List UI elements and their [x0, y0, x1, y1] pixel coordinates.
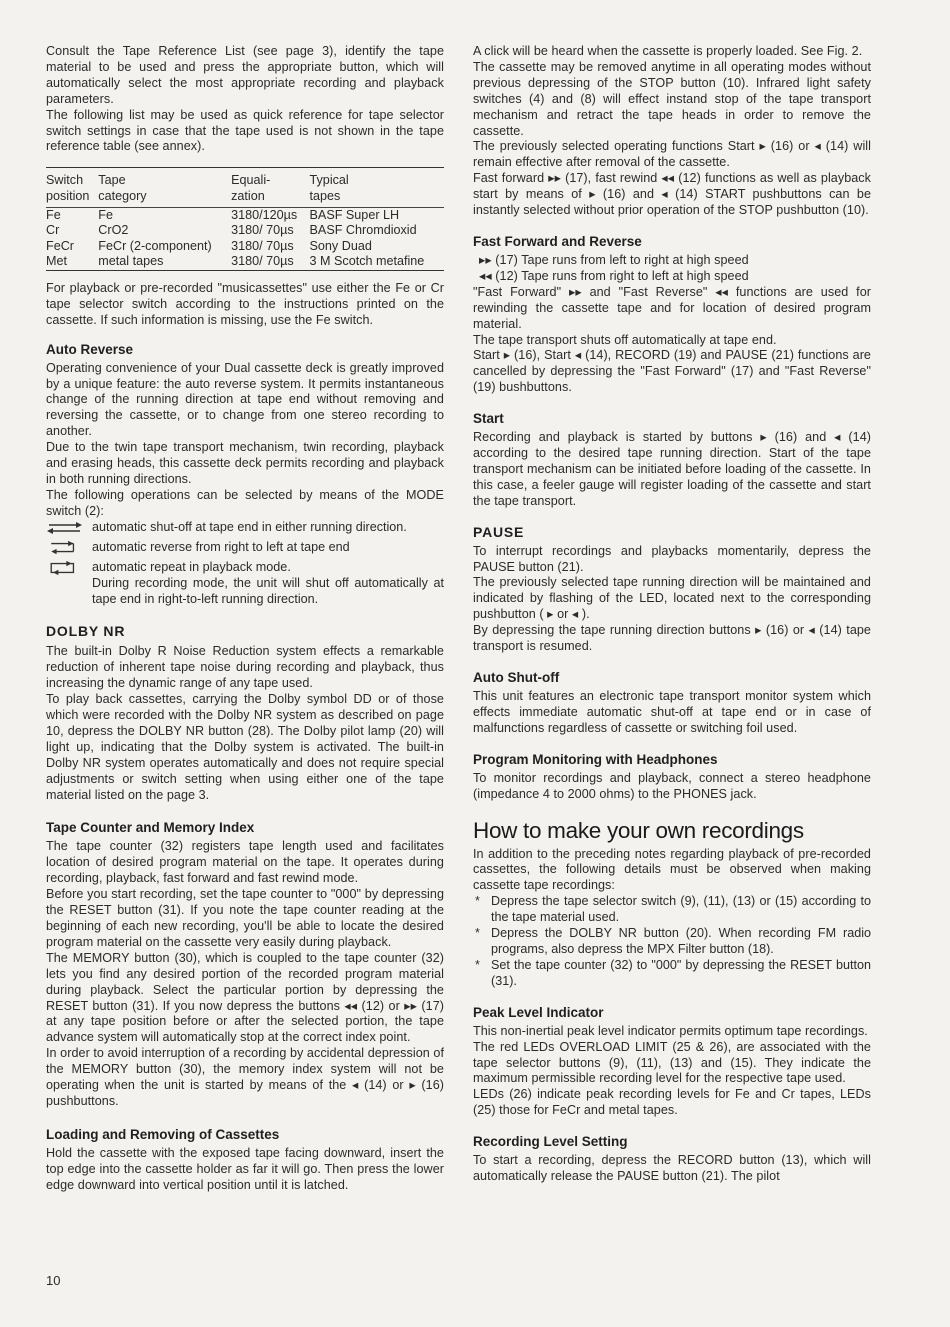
table-cell: 3180/ 70µs	[231, 223, 294, 238]
mode-item	[46, 540, 444, 556]
headphones-p1: To monitor recordings and playback, connect a stereo headphone (impedance 4 to 2000 ohms) to the PHONES jack.	[473, 770, 871, 801]
table-row	[46, 207, 444, 223]
left-column	[46, 44, 444, 1194]
table-cell: CrO2	[98, 223, 129, 238]
auto-reverse-p1: Operating convenience of your Dual cassette deck is greatly improved by a unique feature: the auto reverse system. It permits instantaneous change of the running direction at tape end without removing and reversing the cassette, or to change from one stereo recording to another.	[46, 360, 444, 439]
table-cell: Met	[46, 254, 67, 269]
pause-heading: PAUSE	[473, 523, 525, 540]
col-header: zation	[231, 189, 309, 207]
loading-p1: Hold the cassette with the exposed tape facing downward, insert the top edge into the cassette holder as far it will go. Then press the lower edge downward into vertical position until it is latched.	[46, 1145, 444, 1192]
pause-p3: By depressing the tape running direction buttons ▸ (16) or ◂ (14) tape transport is resumed.	[473, 623, 871, 654]
table-cell: 3180/120µs	[231, 207, 298, 222]
table-cell: BASF Chromdioxid	[309, 223, 417, 238]
peak-p2: The red LEDs OVERLOAD LIMIT (25 & 26), are associated with the tape selector buttons (9), (11), (13) and (15). They indicate the maximum permissible recording level for the respective tape used.	[473, 1039, 871, 1086]
mode-item	[46, 520, 444, 536]
table-row	[46, 254, 444, 270]
mode-text: automatic reverse from right to left at tape end	[92, 539, 350, 554]
counter-p4: In order to avoid interruption of a recording by accidental depression of the MEMORY button (30), the memory index system will not be operating when the unit is started by means of the ◂ (14) or ▸ (16) pushbuttons.	[46, 1046, 444, 1108]
start-heading: Start	[473, 411, 504, 427]
list-item: * Depress the DOLBY NR button (20). When recording FM radio programs, also depress the MPX Filter button (18).	[475, 926, 871, 956]
howto-list	[473, 894, 871, 989]
section-title: How to make your own recordings	[473, 817, 804, 843]
table-cell: FeCr (2-component)	[98, 238, 212, 253]
intro-paragraph-2: The following list may be used as quick reference for tape selector switch settings in case that the tape used is not shown in the tape reference table (see annex).	[46, 107, 444, 154]
col-header: tapes	[310, 189, 444, 207]
dolby-p1: The built-in Dolby R Noise Reduction system effects a remarkable reduction of inherent tape noise during recording and playback, thus increasing the dynamic range of any tape used.	[46, 644, 444, 691]
howto-p1: In addition to the preceding notes regarding playback of pre-recorded cassettes, the following details must be observed when making cassette tape recordings:	[473, 846, 871, 893]
table-cell: metal tapes	[98, 254, 164, 269]
table-cell: 3180/ 70µs	[231, 238, 294, 253]
table-cell: FeCr	[46, 238, 74, 253]
mode-list	[46, 520, 444, 608]
mode-text: automatic repeat in playback mode.	[92, 559, 291, 574]
table-cell: 3180/ 70µs	[231, 254, 294, 269]
table-row	[46, 239, 444, 255]
mode-item	[46, 560, 444, 608]
col-header: Typical	[309, 173, 349, 188]
ffr-line-2: ◂◂ (12) Tape runs from right to left at high speed	[479, 268, 749, 283]
after-table-paragraph: For playback or pre-recorded "musicassettes" use either the Fe or Cr tape selector switch according to the instructions printed on the cassette. If such information is missing, use the Fe switch.	[46, 280, 444, 327]
counter-p2: Before you start recording, set the tape counter to "000" by depressing the RESET button (31). If you note the tape counter reading at the beginning of each new recording, you'll be able to locate the desired program material on the cassette very easily during playback.	[46, 887, 444, 949]
counter-p1: The tape counter (32) registers tape length used and facilitates location of desired program material on the tape. It operates during recording, playback, fast forward and fast rewind mode.	[46, 839, 444, 886]
ffr-p3: Start ▸ (16), Start ◂ (14), RECORD (19) and PAUSE (21) functions are cancelled by depressing the "Fast Forward" (17) and "Fast Reverse" (19) bushbuttons.	[473, 348, 871, 395]
table-cell: Fe	[98, 207, 113, 222]
recording-level-p1: To start a recording, depress the RECORD button (13), which will automatically release the PAUSE button (21). The pilot	[473, 1153, 871, 1184]
list-item: * Depress the tape selector switch (9), (11), (13) or (15) according to the tape material used.	[475, 894, 871, 925]
table-cell: Cr	[46, 223, 60, 238]
counter-heading: Tape Counter and Memory Index	[46, 820, 255, 836]
dolby-p2: To play back cassettes, carrying the Dolby symbol DD or of those which were recorded with the Dolby NR system as described on page 10, depress the DOLBY NR button (28). The Dolby pilot lamp (20) will light up, indicating that the Dolby system is activated. The built-in Dolby NR system operates automatically and does not require special adjustments or switch setting when using either one of the tape material listed on the page 3.	[46, 692, 444, 802]
counter-p3: The MEMORY button (30), which is coupled to the tape counter (32) lets you find any desired portion of the recorded program material during playback. Select the particular portion by depressing the RESET button (31). If you now depress the buttons ◂◂ (12) or ▸▸ (17) at any tape position before or after the selected portion, the tape advance system will automatically stop at the correct index point.	[46, 950, 444, 1045]
reverse-once-icon	[46, 540, 92, 556]
intro-paragraph: Consult the Tape Reference List (see page 3), identify the tape material to be used and press the appropriate button, which will automatically select the most appropriate recording and playback parameters.	[46, 44, 444, 106]
table-cell: 3 M Scotch metafine	[309, 254, 425, 269]
ffr-line-1: ▸▸ (17) Tape runs from left to right at high speed	[479, 252, 749, 267]
auto-reverse-p2: Due to the twin tape transport mechanism, twin recording, playback and erasing heads, this cassette deck permits recording and playback in both running directions.	[46, 440, 444, 486]
table-row	[46, 223, 444, 239]
start-p1: Recording and playback is started by buttons ▸ (16) and ◂ (14) according to the desired tape running direction. Start of the tape transport mechanism can be initiated before loading of the cassette. In this case, a feeler gauge will register loading of the cassette and start the tape transport.	[473, 430, 871, 508]
dolby-heading: DOLBY NR	[46, 623, 126, 640]
arrows-both-icon	[46, 520, 92, 536]
recording-level-heading: Recording Level Setting	[473, 1134, 628, 1150]
remove-paragraph: The cassette may be removed anytime in all operating modes without previous depressing of the STOP button (10). Infrared light safety switches (4) and (8) will effect instand stop of the tape transport mechanism and retract the tape heads in order to remove the cassette.	[473, 59, 871, 138]
mode-note: During recording mode, the unit will shut off automatically at tape end in right-to-left running direction.	[92, 575, 444, 606]
col-header: position	[46, 189, 98, 207]
tape-selector-table	[46, 167, 444, 271]
peak-p3: LEDs (26) indicate peak recording levels for Fe and Cr tapes, LEDs (25) those for FeCr and metal tapes.	[473, 1087, 871, 1118]
auto-reverse-p3: The following operations can be selected by means of the MODE switch (2):	[46, 487, 444, 518]
table-cell: Sony Duad	[309, 238, 372, 253]
auto-reverse-heading: Auto Reverse	[46, 341, 134, 357]
peak-p1: This non-inertial peak level indicator permits optimum tape recordings.	[473, 1023, 868, 1038]
list-item: * Set the tape counter (32) to "000" by depressing the RESET button (31).	[475, 957, 871, 988]
ffr-p2: The tape transport shuts off automatically at tape end.	[473, 332, 777, 347]
right-column	[473, 44, 871, 1185]
page-number: 10	[46, 1273, 61, 1288]
table-cell: Fe	[46, 207, 61, 222]
peak-level-heading: Peak Level Indicator	[473, 1004, 604, 1020]
table-header-row	[46, 173, 444, 189]
col-header: category	[98, 189, 231, 207]
table-header-row	[46, 189, 444, 207]
col-header: Tape	[98, 173, 126, 188]
fast-forward-heading: Fast Forward and Reverse	[473, 233, 642, 249]
loading-heading: Loading and Removing of Cassettes	[46, 1126, 280, 1142]
col-header: Equali-	[231, 173, 271, 188]
pause-p2: The previously selected tape running direction will be maintained and indicated by flashing of the LED, located next to the corresponding pushbutton ( ▸ or ◂ ).	[473, 575, 871, 622]
mode-text: automatic shut-off at tape end in either running direction.	[92, 519, 407, 534]
fast-functions-paragraph: Fast forward ▸▸ (17), fast rewind ◂◂ (12) functions as well as playback start by means of ▸ (16) and ◂ (14) START pushbuttons can be instantly selected without prior operation of the STOP pushbutton (10).	[473, 171, 871, 218]
click-paragraph: A click will be heard when the cassette is properly loaded. See Fig. 2.	[473, 44, 863, 58]
repeat-loop-icon	[46, 560, 92, 576]
headphones-heading: Program Monitoring with Headphones	[473, 751, 718, 767]
auto-shutoff-heading: Auto Shut-off	[473, 670, 560, 685]
col-header: Switch	[46, 173, 84, 188]
pause-p1: To interrupt recordings and playbacks momentarily, depress the PAUSE button (21).	[473, 543, 871, 574]
auto-shutoff-p1: This unit features an electronic tape transport monitor system which effects immediate automatic shut-off at tape end or in case of malfunctions regardless of cassette or switching foil used.	[473, 689, 871, 735]
previous-functions-paragraph: The previously selected operating functions Start ▸ (16) or ◂ (14) will remain effective after removal of the cassette.	[473, 139, 871, 170]
table-cell: BASF Super LH	[309, 207, 400, 222]
ffr-p1: "Fast Forward" ▸▸ and "Fast Reverse" ◂◂ functions are used for rewinding the cassette tape and for location of desired program material.	[473, 284, 871, 331]
